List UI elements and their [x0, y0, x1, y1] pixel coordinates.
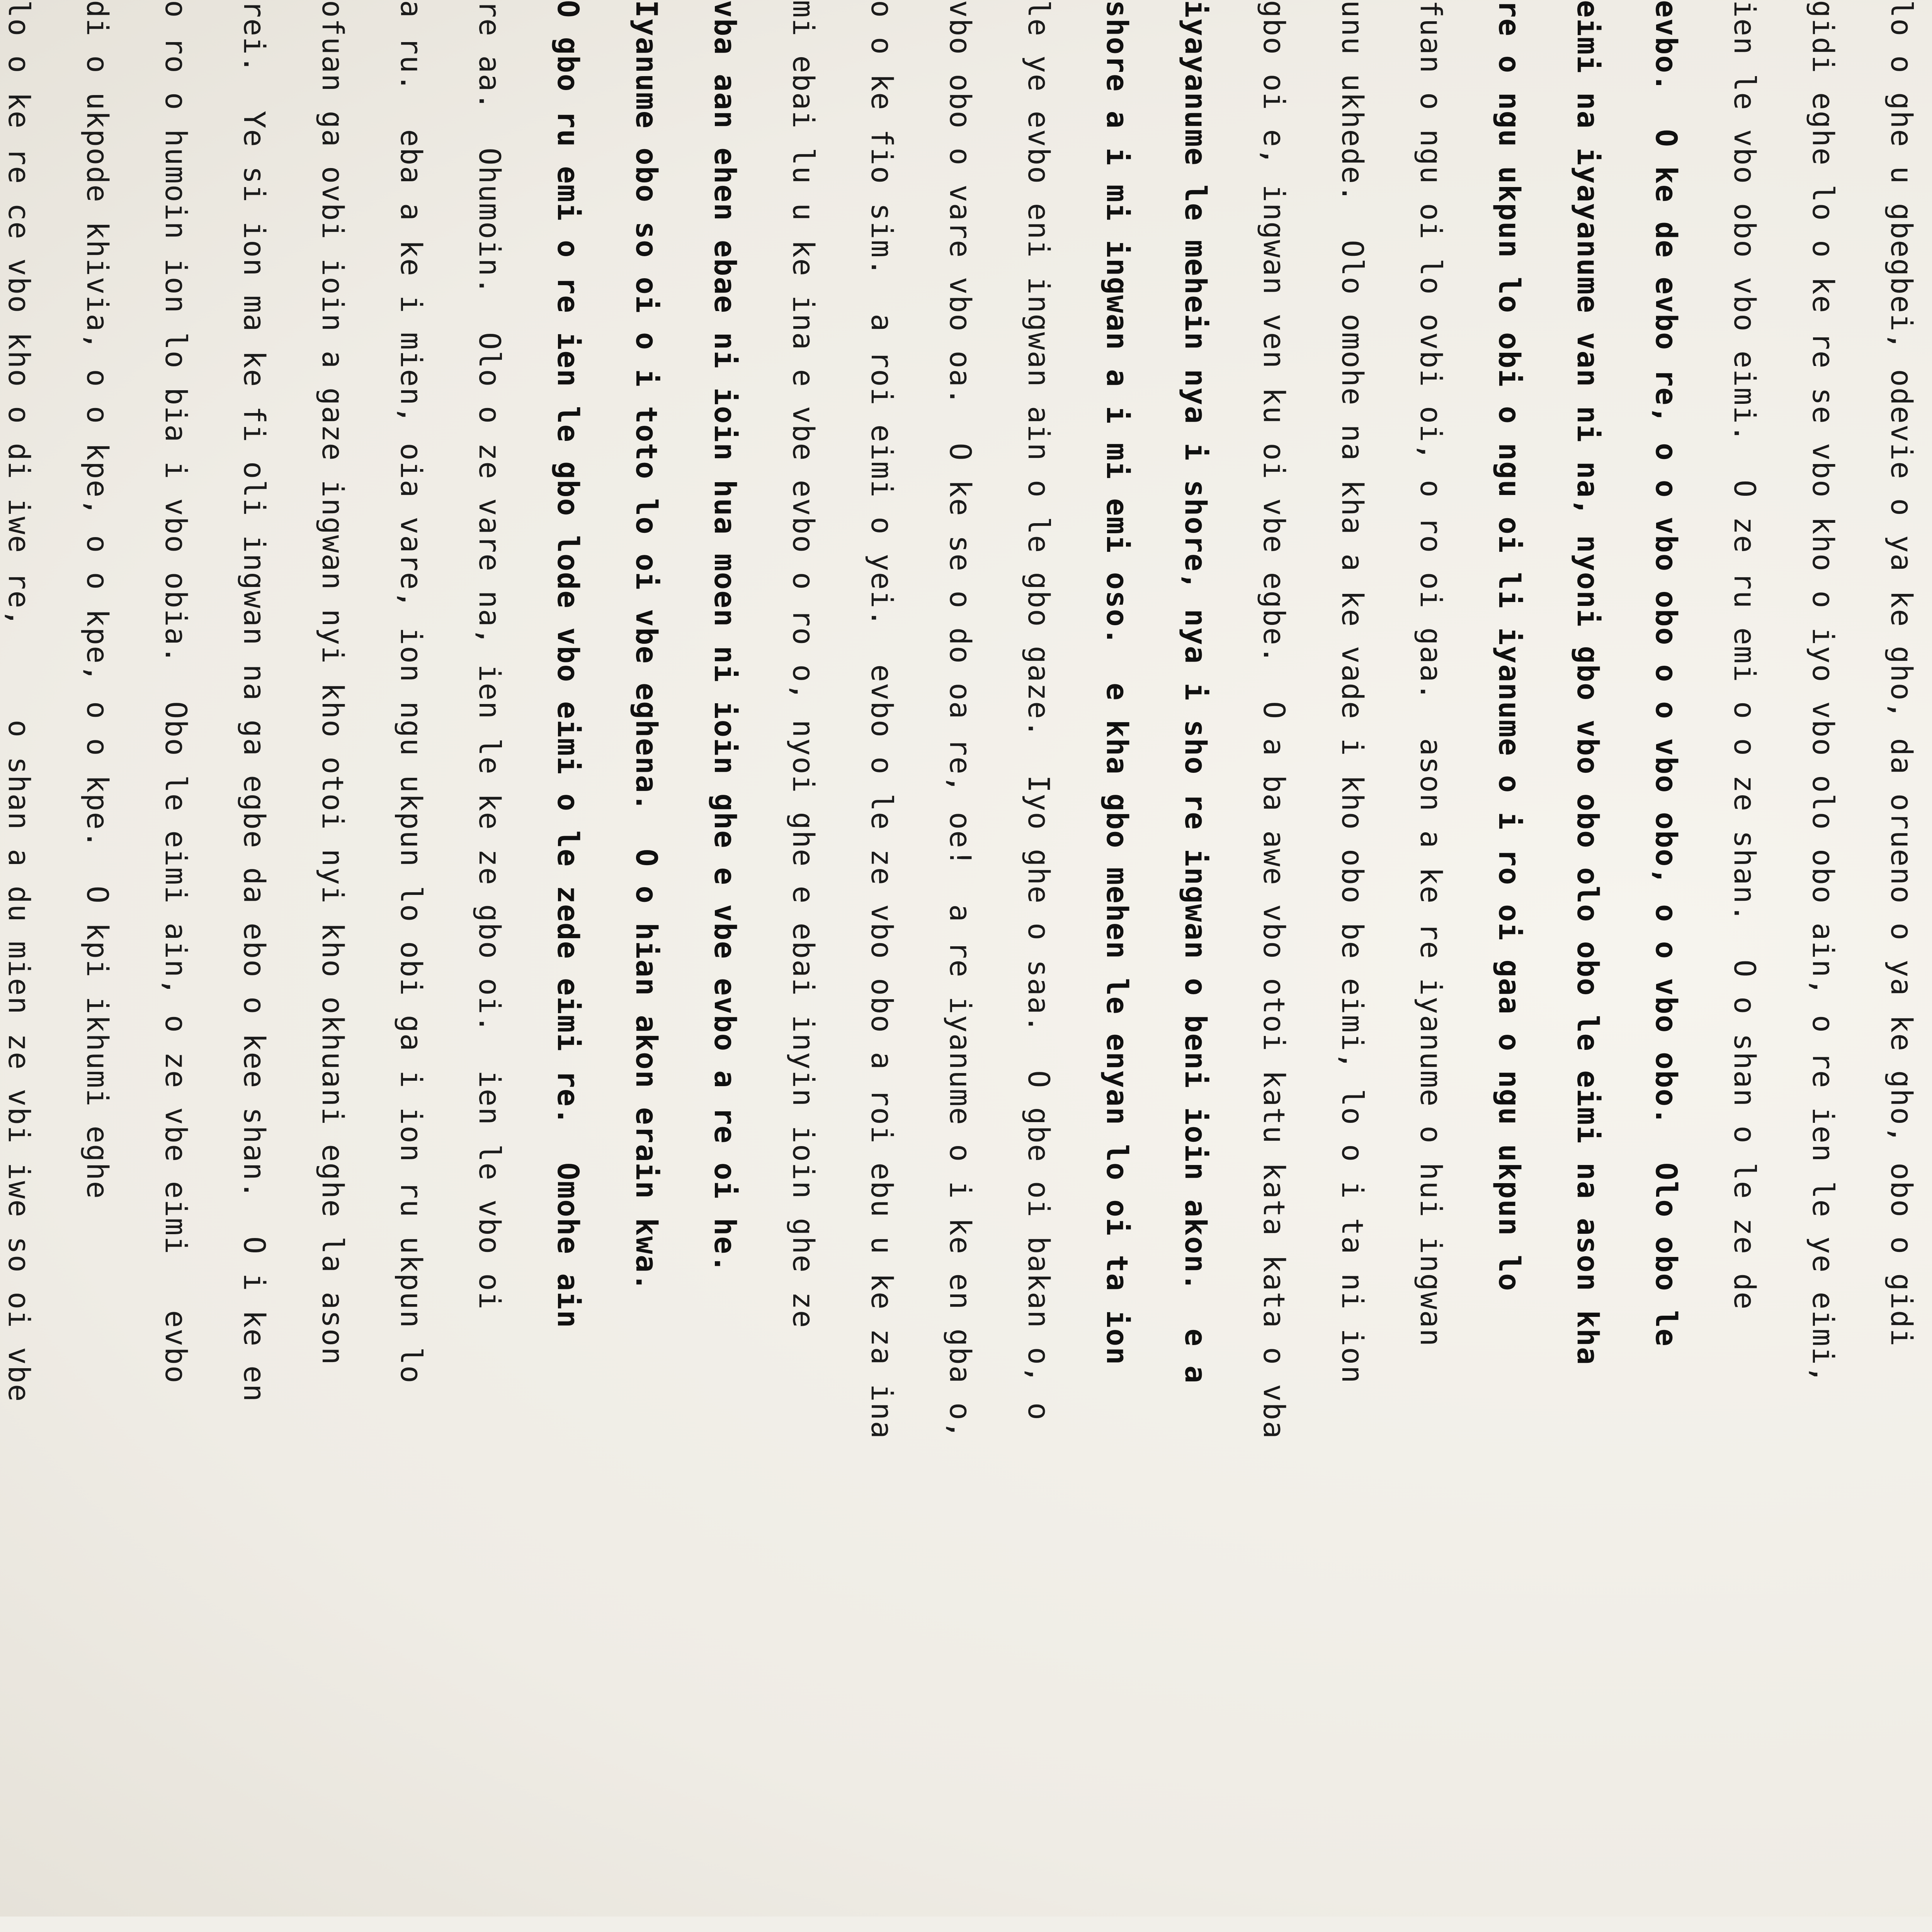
text-line: vba aan ehen ebae ni ioin hua moen ni ioin ghe e vbe evbo a re oi he.: [708, 0, 742, 1274]
text-line: gbo oi e, ingwan ven ku oi vbe egbe. O a ba awe vbo otoi katu kata kata o vba: [1257, 0, 1291, 1439]
text-line: iyayanume le mehein nya i shore, nya i sho re ingwan o beni ioin akon. e a: [1179, 0, 1213, 1384]
text-line: gidi eghe lo o ke re se vbo kho o iyo vbo olo obo ain, o re ien le ye eimi,: [1806, 0, 1840, 1384]
text-line: ofuan ga ovbi ioin a gaze ingwan nyi kho otoi nyi kho okhuani eghe la ason: [316, 0, 350, 1366]
text-line: a ru. eba a ke i mien, oia vare, ion ngu ukpun lo obi ga i ion ru ukpun lo: [394, 0, 429, 1384]
text-line: re aa. Ohumoin. Olo o ze vare na, ien le ke ze gbo oi. ien le vbo oi: [473, 0, 507, 1310]
text-line: unu ukhede. Olo omohe na kha a ke vade i kho obo be eimi, lo o i ta ni ion: [1335, 0, 1370, 1384]
text-line: re o ngu ukpun lo obi o ngu oi li iyanume o i ro oi gaa o ngu ukpun lo: [1492, 0, 1527, 1292]
text-line: lo o ke re ce vbo kho o di iwe re, o shan a du mien ze vbi iwe so oi vbe: [2, 0, 36, 1403]
text-line: le ye evbo eni ingwan ain o le gbo gaze. Iyo ghe o saa. O gbe oi bakan o, o: [1022, 0, 1056, 1421]
text-line: evbo. O ke de evbo re, o o vbo obo o o vbo obo, o o vbo obo. Olo obo le: [1649, 0, 1684, 1347]
text-line: di o ukpode khivia, o o kpe, o o kpe, o o kpe. O kpi ikhumi eghe: [80, 0, 115, 1200]
text-line: ien le vbo obo vbo eimi. O ze ru emi o o ze shan. O o shan o le ze de: [1728, 0, 1762, 1310]
text-line: o ro o humoin ion lo bia i vbo obia. Obo le eimi ain, o ze vbe eimi evbo: [159, 0, 193, 1384]
paragraph: [0, 0, 686, 1917]
text-line: mi ebai lu u ke ina e vbe evbo o ro o, nyoi ghe e ebai inyin ioin ghe ze: [786, 0, 821, 1329]
text-line: rei. Ye si ion ma ke fi oli ingwan na ga egbe da ebo o kee shan. O i ke en: [237, 0, 272, 1403]
text-line: O gbo ru emi o re ien le gbo lode vbo eimi o le zede eimi re. Omohe ain: [551, 0, 585, 1329]
text-line: o o ke fio sim. a roi eimi o yei. evbo o le ze vbo obo a roi ebu u ke za ina: [865, 0, 899, 1439]
text-line: vbo obo o vare vbo oa. O ke se o do oa re, oe! a re iyanume o i ke en gba o,: [943, 0, 978, 1439]
text-line: Iyanume obo so oi o i toto lo oi vbe eghena. O o hian akon erain kwa.: [629, 0, 664, 1292]
text-line: fuan o ngu oi lo ovbi oi, o ro oi gaa. ason a ke re iyanume o hui ingwan: [1414, 0, 1448, 1347]
paragraph: [686, 0, 1932, 1917]
text-line: shore a i mi ingwan a i mi emi oso. e kha gbo mehen le enyan lo oi ta ion: [1100, 0, 1134, 1366]
text-line: lo o ghe u gbegbei, odevie o ya ke gho, da orueno o ya ke gho, obo o gidi: [1884, 0, 1919, 1347]
text-line: eimi na iyayanume van ni na, nyoni gbo vbo obo olo obo le eimi na ason kha: [1571, 0, 1605, 1366]
